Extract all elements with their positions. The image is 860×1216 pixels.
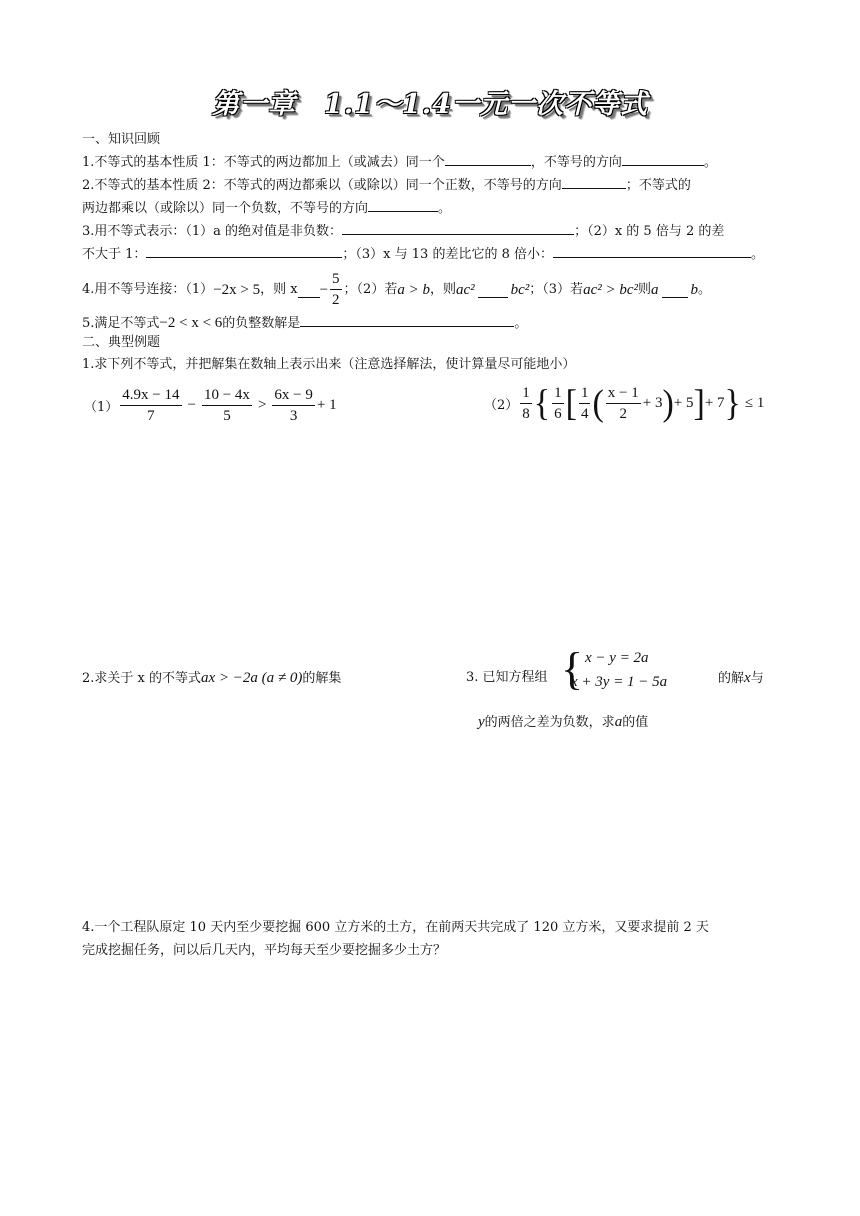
answer-blank[interactable] — [298, 281, 320, 298]
answer-blank[interactable] — [622, 151, 704, 166]
answer-blank[interactable] — [478, 281, 508, 298]
question-2-cont: 两边都乘以（或除以）同一个负数，不等号的方向 。 — [82, 197, 451, 219]
problem-3-cont: y的两倍之差为负数，求a的值 — [478, 714, 649, 730]
answer-blank[interactable] — [562, 174, 626, 189]
fraction: $\frac{10 - 4x}{5}$ — [203, 387, 250, 424]
page-title: 第一章 1.1～1.4一元一次不等式 — [212, 89, 648, 120]
worksheet-page: 第一章 1.1～1.4一元一次不等式 一、知识回顾 1.不等式的基本性质 1：不等式的两边都加上（或减去）同一个 ，不等号的方向 。 2.不等式的基本性质 2：不等式的两边都乘以（或除以）同一个正数，不等号的方向 ；不等式的 两边都乘以（或除以）同一个负数，不等号的方向 。 3.用不等式表示：（1）a 的绝对值是非负数： ；（2）x 的 5 倍与 2 的差 不大于 1： ；（3）x 与 13 的差比它的 8 倍小： 。 4.用不等号连接：（1） −2x > 5 ，则 x − $\frac{5}{2}$ ；（2）若 a > b ，则 ac² bc² ；（3）若 ac² > bc² 则 a b 。 5.满足不等式−2 < x < 6的负整数解是 。 二、典型例题 1.求下列不等式，并把解集在数轴上表示出来（注意选择解法，使计算量尽可能地小） （1） $\frac{4.9x - 14}{7}$ − $\frac{10 - 4x}{5}$ > $\frac{6x - 9}{3}$ + 1 （2） $\frac{1}{8}$ { $\frac{1}{6}$ [ $\frac{1}{4}$ ( $\frac{x - 1}{2}$ + 3 ) + 5 ] + 7 } ≤ 1 2.求关于 x 的不等式ax > −2a (a ≠ 0)的解集 3. 已知方程组 { x − y = 2a x + 3y = 1 − 5a 的解x与 y的两倍之差为负数，求a的值 4.一个工程队原定 10 天内至少要挖掘 600 立方米的土方，在前两天共完成了 120 立方米，又要求提前 2 天 完成挖掘任务，问以后几天内，平均每天至少要挖掘多少土方？ — [0, 0, 860, 1216]
fraction: $\frac{1}{4}$ — [580, 385, 589, 422]
fraction: $\frac{1}{8}$ — [522, 385, 530, 422]
fraction: $\frac{1}{6}$ — [554, 385, 562, 422]
problem-1-prompt: 1.求下列不等式，并把解集在数轴上表示出来（注意选择解法，使计算量尽可能地小） — [82, 357, 576, 372]
problem-3-intro: 3. 已知方程组 — [466, 670, 548, 685]
answer-blank[interactable] — [662, 281, 688, 298]
problem-3-tail: 的解x与 — [718, 670, 764, 686]
question-4: 4.用不等号连接：（1） −2x > 5 ，则 x − $\frac{5}{2}$ ；（2）若 a > b ，则 ac² bc² ；（3）若 ac² > bc² 则 a b 。 — [82, 271, 712, 308]
fraction: $\frac{4.9x - 14}{7}$ — [122, 387, 180, 424]
fraction: $\frac{x - 1}{2}$ — [607, 385, 639, 422]
system-brace: { — [561, 643, 584, 694]
question-3-cont: 不大于 1： ；（3）x 与 13 的差比它的 8 倍小： 。 — [82, 243, 764, 265]
answer-blank[interactable] — [368, 197, 438, 212]
question-5: 5.满足不等式−2 < x < 6的负整数解是 。 — [82, 312, 527, 334]
answer-blank[interactable] — [445, 151, 531, 166]
fraction: $\frac{5}{2}$ — [332, 271, 340, 308]
question-3: 3.用不等式表示：（1）a 的绝对值是非负数： ；（2）x 的 5 倍与 2 的差 — [82, 220, 724, 242]
answer-blank[interactable] — [146, 243, 342, 258]
answer-blank[interactable] — [553, 243, 751, 258]
question-2: 2.不等式的基本性质 2：不等式的两边都乘以（或除以）同一个正数，不等号的方向 ；不等式的 — [82, 174, 691, 196]
fraction: $\frac{6x - 9}{3}$ — [274, 387, 313, 424]
answer-blank[interactable] — [300, 312, 514, 327]
problem-1-inequality-2: （2） $\frac{1}{8}$ { $\frac{1}{6}$ [ $\frac{1}{4}$ ( $\frac{x - 1}{2}$ + 3 ) + 5 ] + 7 } ≤ 1 — [484, 382, 765, 424]
question-1: 1.不等式的基本性质 1：不等式的两边都加上（或减去）同一个 ，不等号的方向 。 — [82, 151, 717, 173]
problem-4-cont: 完成挖掘任务，问以后几天内，平均每天至少要挖掘多少土方？ — [82, 943, 447, 958]
problem-4: 4.一个工程队原定 10 天内至少要挖掘 600 立方米的土方，在前两天共完成了 120 立方米，又要求提前 2 天 — [82, 920, 709, 935]
section-heading-review: 一、知识回顾 — [82, 132, 161, 147]
problem-1-inequality-1: （1） $\frac{4.9x - 14}{7}$ − $\frac{10 - 4x}{5}$ > $\frac{6x - 9}{3}$ + 1 — [84, 387, 337, 424]
section-heading-examples: 二、典型例题 — [82, 335, 161, 350]
answer-blank[interactable] — [342, 220, 574, 235]
problem-2: 2.求关于 x 的不等式ax > −2a (a ≠ 0)的解集 — [82, 670, 342, 686]
